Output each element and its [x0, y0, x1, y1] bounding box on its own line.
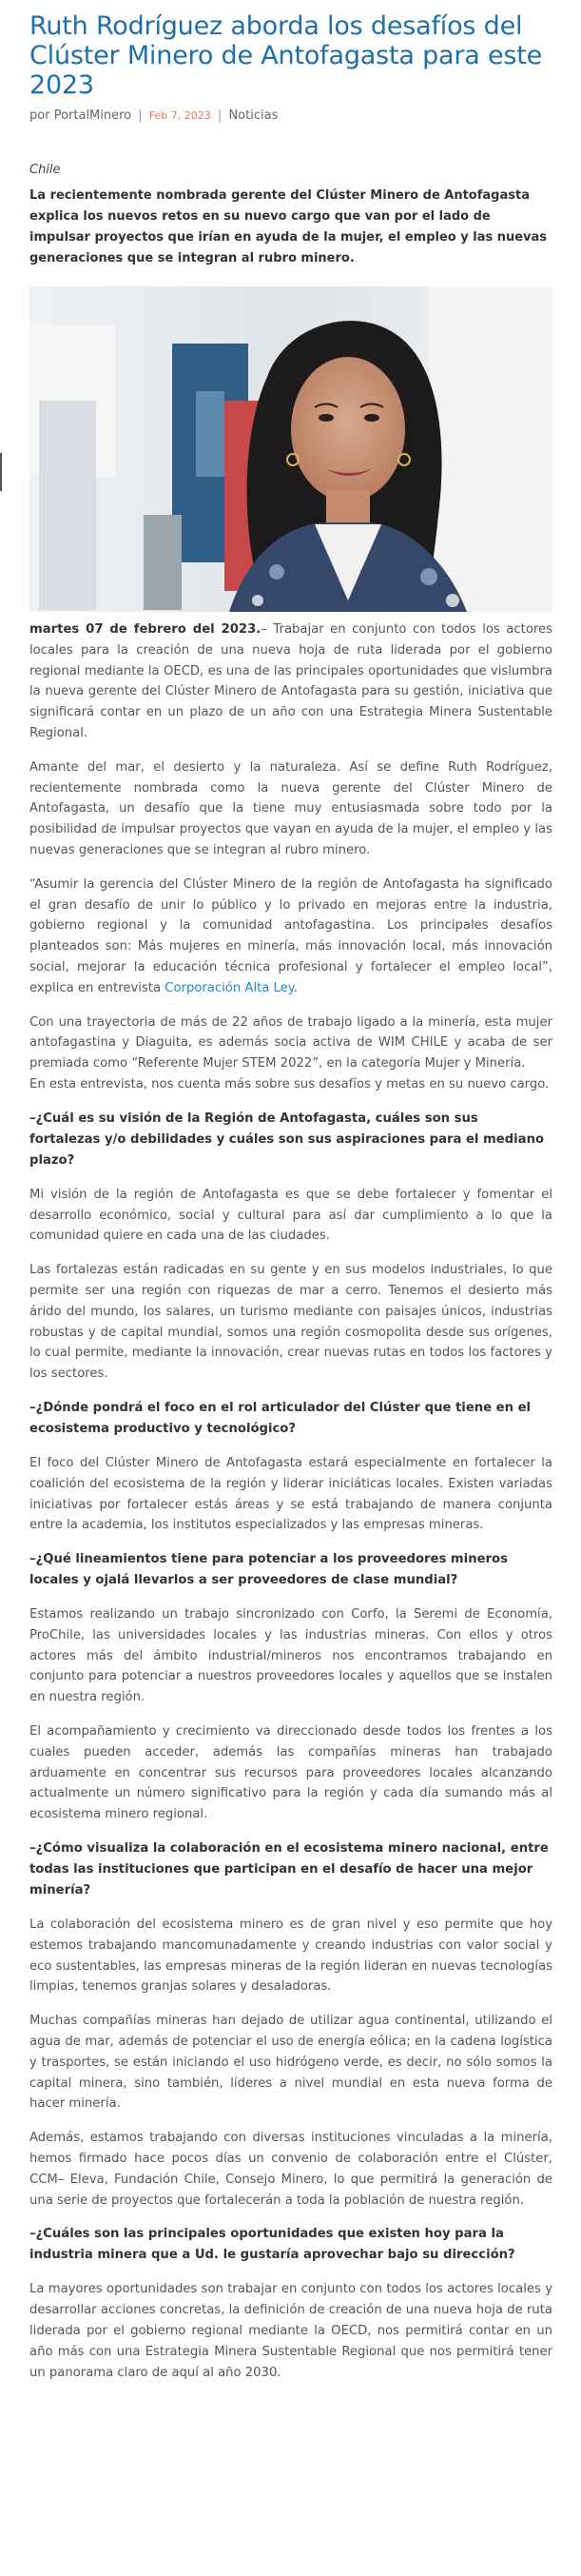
bio-text-continued: En esta entrevista, nos cuenta más sobre sus desafíos y metas en su nuevo cargo.	[29, 1076, 550, 1091]
answer: Muchas compañías mineras han dejado de utilizar agua continental, utilizando el agua de mar, además de potenciar el uso de energía eólica; en la cadena logística y trasportes, se están iniciando el uso hidrógeno verde, es decir, no sólo somos la capital minera, sino también, líderes a nivel mundial en esta nueva forma de hacer minería.	[29, 2014, 552, 2112]
meta-divider: |	[217, 108, 223, 123]
answer: Las fortalezas están radicadas en su gente y en sus modelos industriales, lo que permite ser una región con riquezas de mar a cerro. Tenemos el desierto más árido del mundo, los salares, un turismo mediante con paisajes únicos, industrias robustas y de capital mundial, somos una región cosmopolita desde sus orígenes, lo cual permite, mediante la innovación, crear nuevas rutas en todos los factores y los sectores.	[29, 1263, 552, 1382]
bio-text: Con una trayectoria de más de 22 años de trabajo ligado a la minería, esta mujer antofagastina y Diaguita, es además socia activa de WIM CHILE y acaba de ser premiada como “Referente Mujer STEM 2022”, en la categoría Mujer y Minería.	[29, 1014, 552, 1072]
paragraph: Amante del mar, el desierto y la naturaleza. Así se define Ruth Rodríguez, recientemente nombrada como la nueva gerente del Clúster Minero de Antofagasta, un desafío que la tiene muy entusiasmada sobre todo por la posibilidad de impulsar proyectos que vayan en ayuda de la mujer, el empleo y las nuevas generaciones que se integran al rubro minero.	[29, 759, 552, 857]
publish-date: Feb 7, 2023	[148, 109, 211, 122]
paragraph-quote	[29, 875, 552, 999]
answer: La mayores oportunidades son trabajar en conjunto con todos los actores locales y desarrollar acciones concretas, la definición de creación de una nueva hoja de ruta liderada por el gobierno regional mediante la OECD, nos permitirá contar en un año más con una Estrategia Minera Sustentable Regional que nos permitirá tener un panorama claro de aquí al año 2030.	[29, 2282, 552, 2380]
question: –¿Dónde pondrá el foco en el rol articulador del Clúster que tiene en el ecosistema productivo y tecnológico?	[29, 1400, 532, 1436]
byline-prefix: por	[29, 108, 50, 123]
question: –¿Cuáles son las principales oportunidades que existen hoy para la industria minera que a Ud. le gustaría aprovechar bajo su dirección?	[29, 2227, 515, 2263]
intro-text: – Trabajar en conjunto con todos los actores locales para la creación de una nueva hoja de ruta liderada por el gobierno regional mediante la OECD, es una de las principales oportunidades que vislumbra la nueva gerente del Clúster Minero de Antofagasta para su gestión, iniciativa que significará contar en un plazo de un año con una Estrategia Minera Sustentable Regional.	[29, 622, 552, 740]
answer: Además, estamos trabajando con diversas instituciones vinculadas a la minería, hemos firmado hace pocos días un convenio de colaboración entre el Clúster, CCM– Eleva, Fundación Chile, Consejo Minero, lo que permitirá la generación de una serie de proyectos que fortalecerán a toda la población de nuestra región.	[29, 2131, 552, 2208]
answer: El foco del Clúster Minero de Antofagasta estará especialmente en fortalecer la coalición del ecosistema de la región y liderar iniciáticas locales. Existen variadas iniciativas por fortalecer estás áreas y se está trabajando de manera conjunta entre la academia, los institutos especializados y las empresas mineras.	[29, 1455, 552, 1533]
source-link[interactable]: Corporación Alta Ley	[165, 980, 294, 995]
article-title: Ruth Rodríguez aborda los desafíos del Clúster Minero de Antofagasta para este 2023	[29, 11, 543, 100]
answer: La colaboración del ecosistema minero es de gran nivel y eso permite que hoy estemos trabajando mancomunadamente y creando industrias con valor social y eco sustentables, las empresas mineras de la región lideran en nuevas tecnologías limpias, tenemos granjas solares y desaladoras.	[29, 1917, 552, 1995]
question: –¿Cuál es su visión de la Región de Antofagasta, cuáles son sus fortalezas y/o debilidades y cuáles son sus aspiraciones para el mediano plazo?	[29, 1111, 545, 1168]
question: –¿Cómo visualiza la colaboración en el ecosistema minero nacional, entre todas las instituciones que participan en el desafío de hacer una mejor minería?	[29, 1841, 549, 1898]
quote-end: .	[293, 980, 298, 995]
paragraph-intro	[29, 619, 552, 744]
answer: El acompañamiento y crecimiento va direccionado desde todos los frentes a los cuales pueden acceder, además las compañías mineras han trabajado arduamente en concentrar sus recursos para proveedores locales alcanzando actualmente un número significativo para la región y cada día sumando más al ecosistema minero regional.	[29, 1724, 552, 1822]
country-label: Chile	[29, 163, 61, 177]
paragraph-bio	[29, 1013, 552, 1095]
portrait-photo	[29, 286, 552, 612]
portrait-illustration	[29, 286, 552, 612]
article-lead: La recientemente nombrada gerente del Clúster Minero de Antofagasta explica los nuevos retos en su nuevo cargo que van por el lado de impulsar proyectos que irían en ayuda de la mujer, el empleo y las nuevas generaciones que se integran al rubro minero.	[29, 188, 548, 265]
answer: Estamos realizando un trabajo sincronizado con Corfo, la Seremi de Economía, ProChile, las universidades locales y las industrias mineras. Con ellos y otros actores más del ámbito industrial/mineros nos encontramos trabajando en conjunto para potenciar a nuestros proveedores locales y aquellos que se instalen en nuestra región.	[29, 1607, 552, 1705]
quote-text: “Asumir la gerencia del Clúster Minero de la región de Antofagasta ha significado el gran desafío de unir lo público y lo privado en mejoras entre la industria, gobierno regional y la comunidad antofagastina. Los principales desafíos planteados son: Más mujeres en minería, más innovación local, más innovación social, mejorar la educación técnica profesional y fortalecer el empleo local”, explica en entrevista	[29, 876, 552, 995]
author-link[interactable]: PortalMinero	[53, 108, 132, 123]
question: –¿Qué lineamientos tiene para potenciar a los proveedores mineros locales y ojalá llevarlos a ser proveedores de clase mundial?	[29, 1552, 508, 1588]
article-meta	[29, 108, 552, 123]
category-link[interactable]: Noticias	[228, 108, 279, 123]
dateline: martes 07 de febrero del 2023.	[29, 622, 261, 637]
meta-divider: |	[138, 108, 143, 123]
answer: Mi visión de la región de Antofagasta es que se debe fortalecer y fomentar el desarrollo económico, social y cultural para así dar cumplimiento a lo que la comunidad quiere en cada una de las ciudades.	[29, 1187, 552, 1244]
article	[29, 11, 552, 2383]
side-tab-marker[interactable]	[0, 453, 2, 491]
